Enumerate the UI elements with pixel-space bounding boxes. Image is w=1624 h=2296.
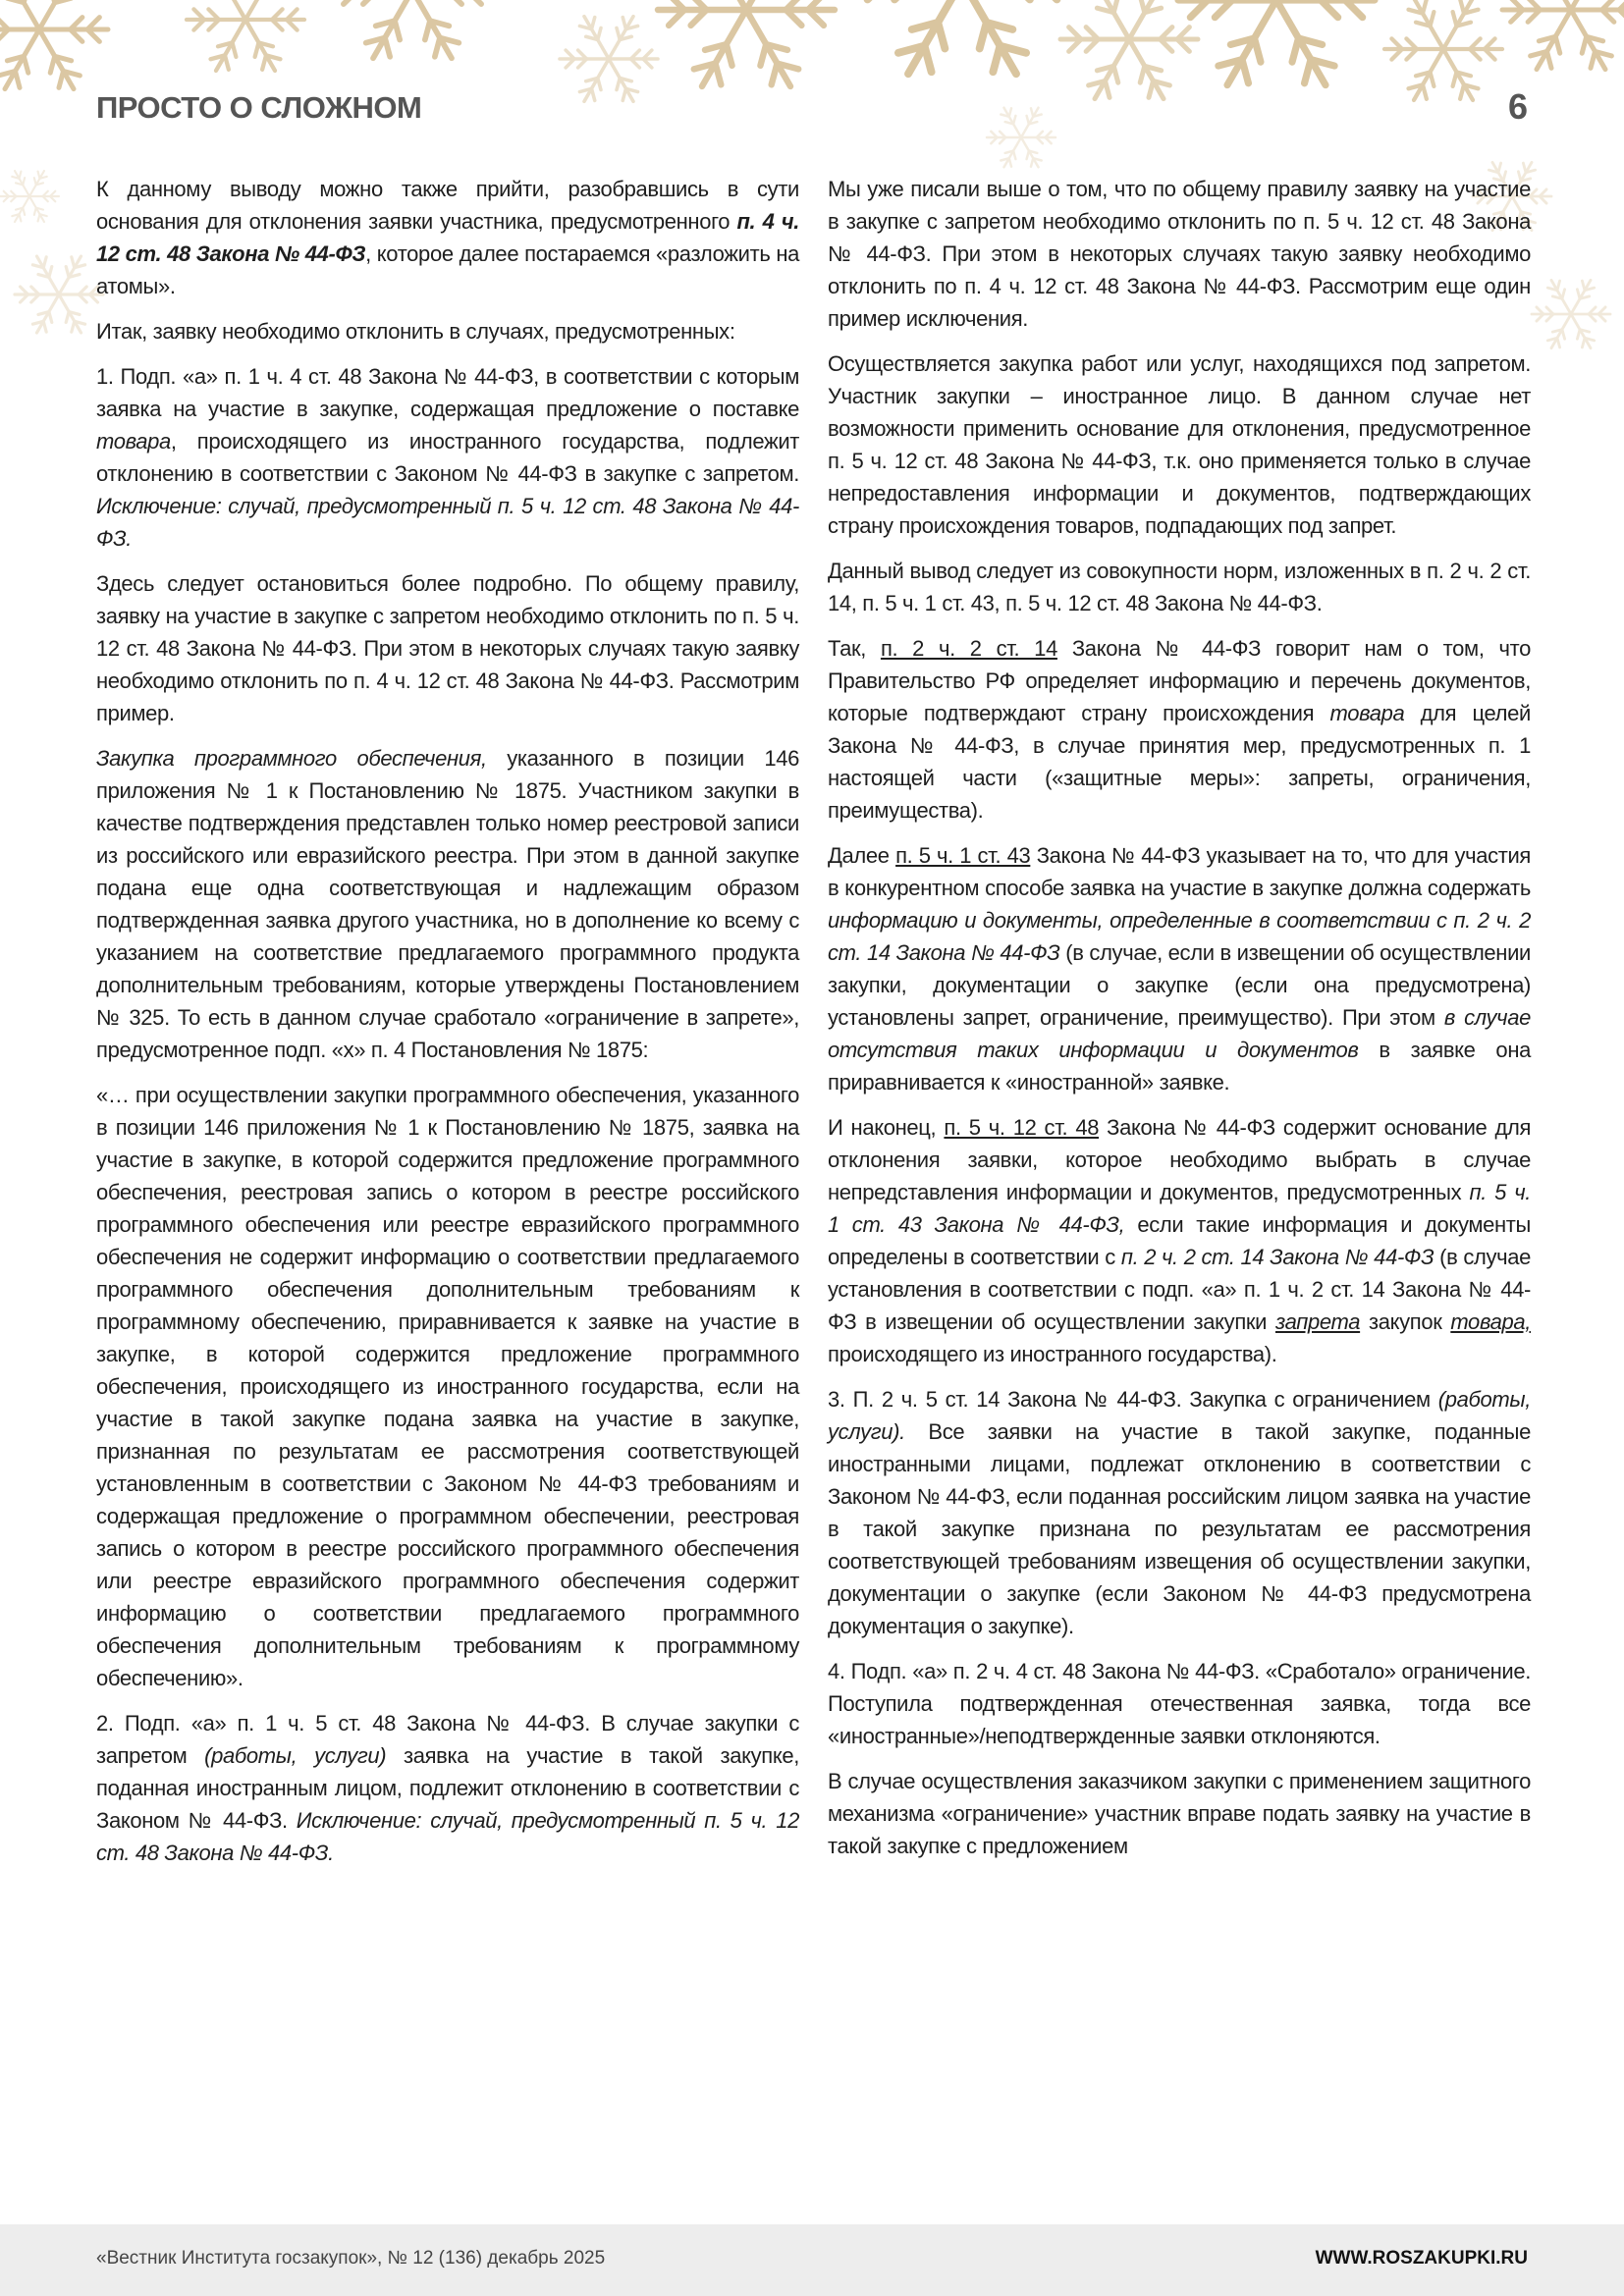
snowflake-icon	[334, 0, 491, 58]
text-run: Данный вывод следует из совокупности норм, изложенных в п. 2 ч. 2 ст. 14, п. 5 ч. 1 ст. 43, п. 5 ч. 12 ст. 48 Закона № 44-ФЗ.	[828, 559, 1531, 615]
snowflake-icon	[0, 0, 108, 89]
text-run: (в случае, если в извещении об осуществлении закупки, документации о закупке (если она предусмотрена) установлены запрет, ограничение, преимущество). При этом	[828, 940, 1531, 1030]
paragraph	[96, 360, 799, 555]
snowflake-icon	[1060, 0, 1198, 99]
paragraph	[96, 1707, 799, 1869]
text-run: указанного в позиции 146 приложения № 1 к Постановлению № 1875. Участником закупки в качестве подтверждения представлен только номер реестровой записи из российского или евразийского реестра. При этом в данной закупке подана еще одна соответствующая и надлежащим образом подтвержденная заявка другого участника, но в дополнение ко всему с указанием на соответствие предлагаемого программного продукта дополнительным требованиям, которые утверждены Постановлением № 325. То есть в данном случае сработало «ограничение в запрете», предусмотренное подп. «х» п. 4 Постановления № 1875:	[96, 746, 799, 1062]
website-link[interactable]: WWW.ROSZAKUPKI.RU	[1315, 2248, 1528, 2269]
footer	[0, 2224, 1624, 2296]
paragraph	[828, 1655, 1531, 1752]
paragraph	[96, 742, 799, 1066]
section-title: ПРОСТО О СЛОЖНОМ	[96, 90, 422, 125]
paragraph	[828, 1111, 1531, 1370]
text-run: К данному выводу можно также прийти, разобравшись в сути основания для отклонения заявки участника, предусмотренного	[96, 177, 799, 234]
law-reference-link[interactable]: п. 2 ч. 2 ст. 14	[880, 636, 1057, 661]
page-number: 6	[1507, 86, 1528, 127]
text-run: Далее	[828, 843, 896, 868]
text-run: 3. П. 2 ч. 5 ст. 14 Закона № 44-ФЗ. Закупка с ограничением	[828, 1387, 1438, 1412]
snowflake-icon	[1532, 280, 1610, 347]
text-run: Исключение: случай, предусмотренный п. 5 ч. 12 ст. 48 Закона № 44-ФЗ.	[96, 494, 799, 551]
text-run: (в случае установления в соответствии с подп. «а» п. 1 ч. 2 ст. 14 Закона № 44-ФЗ в извещении об осуществлении закупки	[828, 1245, 1532, 1334]
text-run: в случае отсутствия таких информации и документов	[828, 1005, 1531, 1062]
text-run: Закупка программного обеспечения,	[96, 746, 487, 771]
text-run: п. 4 ч. 12 ст. 48 Закона № 44-ФЗ	[96, 209, 799, 266]
text-run: , происходящего из иностранного государства, подлежит отклонению в соответствии с Законом № 44-ФЗ в закупке с запретом.	[96, 429, 799, 486]
paragraph	[828, 347, 1531, 542]
law-reference-link: запрета	[1274, 1309, 1361, 1334]
text-run: (работы, услуги).	[828, 1387, 1531, 1444]
text-run: В случае осуществления заказчиком закупки с применением защитного механизма «ограничение» участник вправе подать заявку на участие в такой закупке с предложением	[828, 1769, 1531, 1858]
snowflake-icon	[1178, 0, 1375, 85]
snowflake-icon	[15, 256, 103, 333]
text-run: закупок	[1360, 1309, 1451, 1334]
text-run: И наконец,	[828, 1115, 945, 1140]
law-reference-link[interactable]: п. 5 ч. 1 ст. 43	[895, 843, 1031, 868]
snowflake-icon	[0, 171, 59, 222]
text-run: 4. Подп. «а» п. 2 ч. 4 ст. 48 Закона № 44-ФЗ. «Сработало» ограничение. Поступила подтвержденная отечественная заявка, тогда все «иностранные»/неподтвержденные заявки отклоняются.	[828, 1659, 1531, 1748]
snowflake-icon	[560, 17, 658, 102]
snowflake-icon	[187, 0, 304, 71]
paragraph	[828, 632, 1531, 827]
snowflake-icon	[987, 108, 1056, 168]
paragraph	[96, 1079, 799, 1694]
publication-info: «Вестник Института госзакупок», № 12 (136) декабрь 2025	[96, 2248, 606, 2269]
paragraph	[96, 315, 799, 347]
text-run: п. 2 ч. 2 ст. 14 Закона № 44-ФЗ	[1120, 1245, 1435, 1269]
law-reference-link: товара,	[1450, 1309, 1532, 1334]
text-run: если такие информация и документы определены в соответствии с	[828, 1212, 1531, 1269]
text-run: происходящего из иностранного государства).	[828, 1342, 1277, 1366]
law-reference-link[interactable]: п. 5 ч. 12 ст. 48	[944, 1115, 1100, 1140]
paragraph	[96, 173, 799, 302]
text-run: Осуществляется закупка работ или услуг, находящихся под запретом. Участник закупки – иностранное лицо. В данном случае нет возможности применить основание для отклонения, предусмотренное п. 5 ч. 12 ст. 48 Закона № 44-ФЗ, т.к. оно применяется только в случае непредоставления информации и документов, подтверждающих страну происхождения товаров, подпадающих под запрет.	[828, 351, 1531, 538]
text-run: , которое далее постараемся «разложить на атомы».	[96, 241, 800, 298]
snowflake-icon	[658, 0, 835, 86]
snowflake-icon	[1502, 0, 1624, 70]
text-run: в заявке она приравнивается к «иностранной» заявке.	[828, 1038, 1532, 1095]
paragraph	[828, 1765, 1531, 1862]
left-column	[96, 173, 799, 1882]
text-run: Закона № 44-ФЗ указывает на то, что для участия в конкурентном способе заявка на участие в закупке должна содержать	[828, 843, 1531, 900]
paragraph	[828, 1383, 1531, 1642]
text-run: Закона № 44-ФЗ говорит нам о том, что Правительство РФ определяет информацию и перечень документов, которые подтверждают страну происхождения	[828, 636, 1531, 725]
text-run: товара	[96, 429, 171, 454]
text-run: информацию и документы, определенные в соответствии с п. 2 ч. 2 ст. 14 Закона № 44-ФЗ	[828, 908, 1531, 965]
paragraph	[828, 839, 1531, 1098]
paragraph	[828, 555, 1531, 619]
text-run: 1. Подп. «а» п. 1 ч. 4 ст. 48 Закона № 44-ФЗ, в соответствии с которым заявка на участие в закупке, содержащая предложение о поставке	[96, 364, 799, 421]
text-run: Закона № 44-ФЗ содержит основание для отклонения заявки, которое необходимо выбрать в случае непредставления информации и документов, предусмотренных	[828, 1115, 1532, 1204]
text-run: заявка на участие в такой закупке, поданная иностранным лицом, подлежит отклонению в соответствии с Законом № 44-ФЗ.	[96, 1743, 799, 1833]
text-run: п. 5 ч. 1 ст. 43 Закона № 44-ФЗ,	[828, 1180, 1532, 1237]
snowflake-icon	[1384, 0, 1502, 100]
text-run: Итак, заявку необходимо отклонить в случаях, предусмотренных:	[96, 319, 735, 344]
right-column	[828, 173, 1531, 1875]
text-run: (работы, услуги)	[204, 1743, 387, 1768]
text-run: для целей Закона № 44-ФЗ, в случае принятия мер, предусмотренных п. 1 настоящей части («защитные меры»: запреты, ограничения, преимущества).	[828, 701, 1531, 823]
snowflake-icon	[854, 0, 1070, 74]
text-run: Исключение: случай, предусмотренный п. 5 ч. 12 ст. 48 Закона № 44-ФЗ.	[96, 1808, 799, 1865]
text-run: Так,	[828, 636, 881, 661]
text-run: Здесь следует остановиться более подробно. По общему правилу, заявку на участие в закупке с запретом необходимо отклонить по п. 5 ч. 12 ст. 48 Закона № 44-ФЗ. При этом в некоторых случаях такую заявку необходимо отклонить по п. 4 ч. 12 ст. 48 Закона № 44-ФЗ. Рассмотрим пример.	[96, 571, 799, 725]
text-run: Все заявки на участие в такой закупке, поданные иностранными лицами, подлежат отклонению в соответствии с Законом № 44-ФЗ, если поданная российским лицом заявка на участие в такой закупке признана по результатам ее рассмотрения соответствующей требованиям извещения об осуществлении закупки, документации о закупке (если Законом № 44-ФЗ предусмотрена документация о закупке).	[828, 1419, 1531, 1638]
text-run: Мы уже писали выше о том, что по общему правилу заявку на участие в закупке с запретом необходимо отклонить по п. 5 ч. 12 ст. 48 Закона № 44-ФЗ. При этом в некоторых случаях такую заявку необходимо отклонить по п. 4 ч. 12 ст. 48 Закона № 44-ФЗ. Рассмотрим еще один пример исключения.	[828, 177, 1531, 331]
paragraph	[828, 173, 1531, 335]
text-run: 2. Подп. «а» п. 1 ч. 5 ст. 48 Закона № 44-ФЗ. В случае закупки с запретом	[96, 1711, 799, 1768]
paragraph	[96, 567, 799, 729]
text-run: товара	[1329, 701, 1405, 725]
text-run: «… при осуществлении закупки программного обеспечения, указанного в позиции 146 приложения № 1 к Постановлению № 1875, заявка на участие в закупке, в которой содержится предложение программного обеспечения, реестровая запись о котором в реестре российского программного обеспечения или реестре евразийского программного обеспечения не содержит информацию о соответствии предлагаемого программного обеспечения дополнительным требованиям к программному обеспечению, приравнивается к заявке на участие в закупке, в которой содержится предложение программного обеспечения, происходящего из иностранного государства, если на участие в такой закупке подана заявка на участие в закупке, признанная по результатам ее рассмотрения соответствующей установленным в соответствии с Законом № 44-ФЗ требованиям и содержащая предложение о программном обеспечении, реестровая запись о котором в реестре российского программного обеспечения или реестре евразийского программного обеспечения содержит информацию о соответствии предлагаемого программного обеспечения дополнительным требованиям к программному обеспечению».	[96, 1083, 799, 1690]
